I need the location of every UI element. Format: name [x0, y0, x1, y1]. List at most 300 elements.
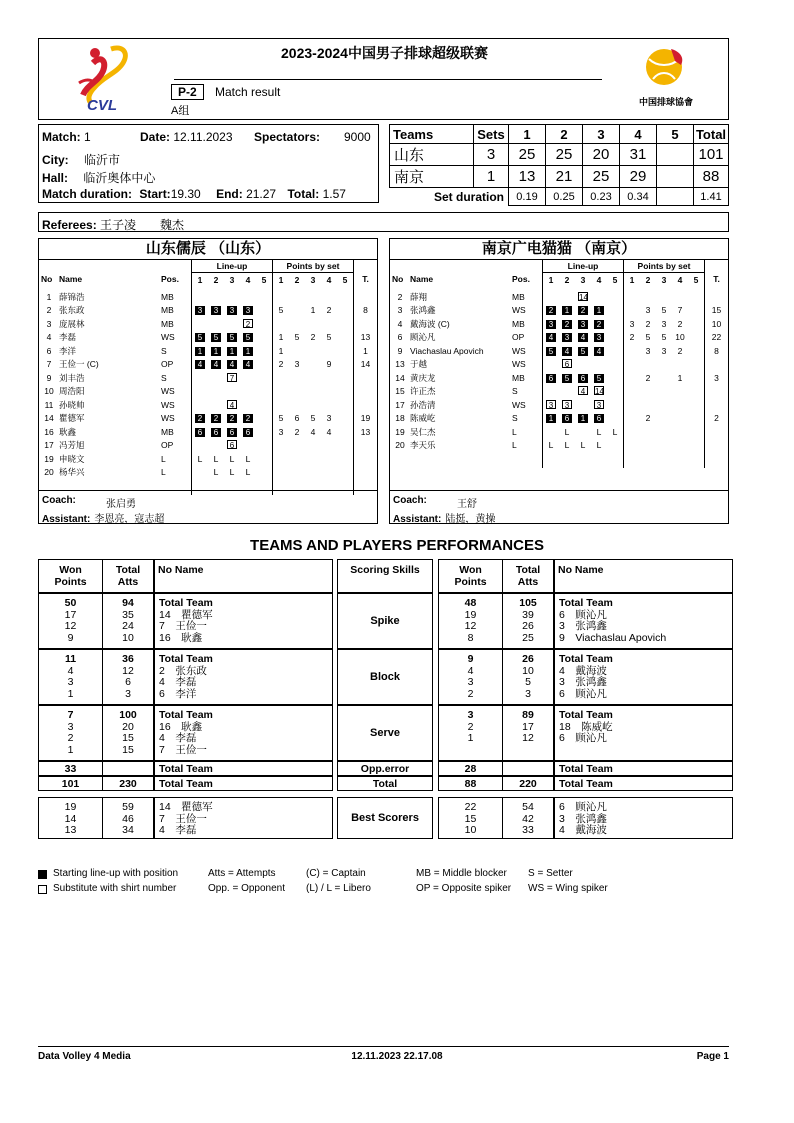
- total-atts-cell: [102, 593, 154, 649]
- set-points-cell: 2: [645, 318, 651, 329]
- assistant-label: Assistant:: [42, 514, 91, 525]
- player-names: [159, 654, 213, 700]
- duration-label: Match duration:: [42, 187, 132, 201]
- won-points-line: 7: [67, 709, 74, 721]
- team-a-title: 山东儒辰 （山东）: [39, 239, 377, 260]
- set-points-cell: [688, 398, 705, 412]
- lineup-cell: [256, 317, 273, 331]
- points-set-header: 3: [310, 274, 316, 285]
- performances-title: TEAMS AND PLAYERS PERFORMANCES: [250, 537, 544, 554]
- set-points-cell: [337, 466, 354, 480]
- won-points-line: 3: [67, 676, 74, 688]
- points-set-header: 5: [693, 274, 699, 285]
- skill-label: Block: [370, 671, 400, 683]
- set-points-cell: [273, 317, 290, 331]
- set-points-cell: 9: [326, 359, 332, 370]
- points-by-set-header: Points by set: [624, 259, 705, 273]
- best-scorers-cell: [337, 797, 433, 839]
- set-points-cell: 5: [661, 332, 667, 343]
- player-names-line: 4 李磊: [159, 676, 197, 688]
- opp-error-name: [554, 761, 733, 776]
- best-won-line: 19: [64, 801, 77, 813]
- lineup-header: Line-up: [543, 259, 624, 273]
- team-a-assistant: 李恩亮，寇志超: [94, 514, 165, 525]
- lineup-cell: [208, 358, 224, 372]
- player-name: 刘丰浩: [59, 372, 85, 383]
- set-points-cell: [321, 398, 337, 412]
- lineup-cell: [575, 439, 591, 453]
- set-points-cell: [321, 371, 337, 385]
- best-won: [439, 802, 502, 837]
- team-b-title: 南京广电猫猫 （南京）: [390, 239, 728, 260]
- player-total-points: 8: [705, 344, 729, 358]
- points-set-header: 1: [273, 273, 290, 287]
- score-row-home: [390, 144, 729, 166]
- set-points-cell: [688, 331, 705, 345]
- total-name: [554, 776, 733, 791]
- lineup-cell: [224, 331, 240, 345]
- set-points-cell: [688, 344, 705, 358]
- lineup-cell: [256, 466, 273, 480]
- score-sets-won: 3: [474, 144, 509, 166]
- best-atts-line: 59: [122, 801, 134, 813]
- set-points-cell: 2: [273, 358, 290, 372]
- player-number: 19: [44, 453, 54, 464]
- hall-value: 临沂奥体中心: [83, 171, 156, 185]
- set-points-cell: [289, 398, 305, 412]
- roster-header-columns: [39, 273, 377, 287]
- player-number: 6: [46, 345, 52, 356]
- best-scorers-label: Best Scorers: [351, 812, 419, 824]
- start-time: 19.30: [170, 187, 201, 201]
- starting-position-badge: 2: [578, 306, 588, 315]
- player-row: [39, 385, 377, 399]
- set-points-cell: [337, 358, 354, 372]
- no-name-header: [154, 559, 333, 593]
- substitute-number-badge: 4: [578, 386, 588, 395]
- set-points-cell: [337, 452, 354, 466]
- lineup-cell: [208, 452, 224, 466]
- best-atts-line: 46: [122, 812, 134, 825]
- set-points-cell: [321, 290, 337, 304]
- best-names-line: 4 李磊: [159, 824, 197, 836]
- total-atts: [103, 654, 153, 700]
- won-points-line: 50: [64, 597, 77, 609]
- scoring-skills-header-text: Scoring Skills: [350, 564, 420, 576]
- set-points-cell: 2: [310, 332, 316, 343]
- player-position: WS: [161, 413, 175, 424]
- lineup-cell: [224, 385, 240, 399]
- starting-position-badge: 2: [211, 414, 221, 423]
- starting-position-badge: 1: [195, 347, 205, 356]
- set-points-cell: [624, 385, 641, 399]
- points-set-header: 4: [677, 274, 683, 285]
- best-names-line: 6 顾沁凡: [559, 801, 607, 813]
- lineup-cell: [575, 398, 591, 412]
- score-set-points: 20: [583, 144, 620, 166]
- set-points-cell: 3: [645, 345, 651, 356]
- won-points-line: 3: [67, 720, 74, 733]
- player-name: 李磊: [59, 332, 77, 343]
- legend-ws: WS = Wing spiker: [528, 883, 608, 894]
- player-names-line: 18 陈威屹: [559, 720, 613, 733]
- filled-square-icon: [38, 870, 47, 879]
- legend-libero: (L) / L = Libero: [306, 883, 371, 894]
- coach-label: Coach:: [42, 495, 76, 506]
- player-number: 2: [46, 305, 52, 316]
- player-names-line: 6 顾沁凡: [559, 608, 607, 621]
- lineup-cell: [256, 344, 273, 358]
- player-total-points: [354, 290, 378, 304]
- won-points-line: 1: [467, 732, 474, 744]
- lineup-set-header: 3: [229, 274, 235, 285]
- player-number: 3: [46, 318, 52, 329]
- set-points-cell: 3: [294, 359, 300, 370]
- best-names-line: 3 张鸿鑫: [559, 812, 607, 825]
- lineup-cell: [256, 371, 273, 385]
- opp-error-atts: [102, 761, 154, 776]
- player-number: 14: [395, 372, 405, 383]
- legend-starting: Starting line-up with position: [53, 868, 179, 879]
- lineup-cell: [543, 398, 560, 412]
- lineup-cell: [224, 371, 240, 385]
- player-number: 15: [395, 386, 405, 397]
- lineup-cell: [543, 304, 560, 318]
- points-set-header: 1: [624, 273, 641, 287]
- lineup-cell: [192, 385, 209, 399]
- player-total-points: [705, 358, 729, 372]
- total-atts-line: 3: [525, 687, 531, 700]
- total-atts-line: 17: [522, 720, 534, 733]
- lineup-cell: [591, 385, 607, 399]
- lineup-cell: [543, 371, 560, 385]
- score-header-sets: Sets: [474, 125, 509, 144]
- set-points-cell: [321, 439, 337, 453]
- opp-error-points-text: 33: [64, 763, 77, 775]
- set-points-cell: [672, 425, 688, 439]
- lineup-cell: [208, 385, 224, 399]
- total-atts-line: 15: [122, 743, 134, 756]
- lineup-cell: [575, 425, 591, 439]
- lineup-cell: [240, 439, 256, 453]
- lineup-cell: [543, 344, 560, 358]
- best-names-line: 4 戴海波: [559, 824, 607, 836]
- player-name: 薛翔: [410, 291, 428, 302]
- set-points-cell: [273, 466, 290, 480]
- lineup-cell: [256, 304, 273, 318]
- set-points-cell: 3: [661, 318, 667, 329]
- roster-filler-cell: [192, 479, 273, 495]
- lineup-cell: [559, 331, 575, 345]
- best-names: [559, 802, 607, 837]
- player-names-line: 16 耿鑫: [159, 631, 203, 644]
- lineup-cell: [575, 344, 591, 358]
- score-set-points: 31: [620, 144, 657, 166]
- player-row: [39, 344, 377, 358]
- skill-label: Serve: [370, 727, 400, 739]
- player-total-points: [354, 385, 378, 399]
- score-header-set4: 4: [620, 125, 657, 144]
- lineup-cell: [559, 344, 575, 358]
- player-name: 李天乐: [410, 440, 436, 451]
- player-number: 4: [397, 318, 403, 329]
- set-points-cell: 5: [645, 332, 651, 343]
- lineup-cell: [208, 317, 224, 331]
- hall-row: [42, 169, 155, 186]
- report-type: Match result: [215, 85, 281, 99]
- starting-position-badge: 2: [562, 320, 572, 329]
- set-points-cell: 5: [273, 304, 290, 318]
- player-total-points: [705, 398, 729, 412]
- lineup-cell: [192, 452, 209, 466]
- player-names: [559, 598, 666, 644]
- total-name-text: Total Team: [559, 778, 613, 790]
- player-number: 2: [397, 291, 403, 302]
- set-points-cell: [640, 425, 656, 439]
- lineup-cell: [559, 425, 575, 439]
- libero-mark: L: [580, 440, 586, 451]
- roster-header-groups: [390, 259, 728, 273]
- lineup-cell: [192, 317, 209, 331]
- best-atts-cell: [502, 797, 554, 839]
- lineup-cell: [591, 344, 607, 358]
- lineup-cell: [607, 385, 624, 399]
- set-duration-label: Set duration: [390, 188, 509, 206]
- starting-position-badge: 4: [211, 360, 221, 369]
- set-points-cell: [337, 304, 354, 318]
- won-points-header-text: Won Points: [454, 564, 487, 588]
- won-points-line: 3: [467, 709, 474, 721]
- won-points-line: 48: [464, 597, 477, 609]
- total-label: [337, 776, 433, 791]
- lineup-cell: [559, 317, 575, 331]
- player-row: [39, 412, 377, 426]
- total-atts-cell: [102, 705, 154, 761]
- starting-position-badge: 1: [227, 347, 237, 356]
- set-points-cell: [305, 452, 321, 466]
- substitute-number-badge: 14: [595, 387, 604, 397]
- player-names-line: 4 李磊: [159, 732, 197, 744]
- total-atts-line: 105: [519, 597, 537, 609]
- starting-position-badge: 2: [195, 414, 205, 423]
- player-name: 杨华兴: [59, 467, 85, 478]
- starting-position-badge: 1: [243, 347, 253, 356]
- best-names-cell: [554, 797, 733, 839]
- starting-position-badge: 4: [562, 347, 572, 356]
- set-points-cell: [305, 439, 321, 453]
- team-a-box: [38, 238, 378, 524]
- lineup-cell: [559, 398, 575, 412]
- lineup-cell: [208, 439, 224, 453]
- lineup-cell: [208, 466, 224, 480]
- player-row: [390, 425, 728, 439]
- won-points-cell: [38, 649, 103, 705]
- total-label: Total:: [287, 187, 320, 201]
- total-atts-cell: [502, 705, 554, 761]
- set-points-cell: 7: [677, 305, 683, 316]
- set-points-cell: 5: [661, 305, 667, 316]
- starting-position-badge: 4: [594, 347, 604, 356]
- score-set-points: 29: [620, 166, 657, 188]
- lineup-cell: [224, 344, 240, 358]
- set-points-cell: 3: [645, 305, 651, 316]
- lineup-set-header: 2: [213, 274, 219, 285]
- libero-mark: L: [612, 426, 618, 437]
- player-row: [390, 439, 728, 453]
- set-points-cell: [656, 439, 672, 453]
- set-points-cell: [624, 398, 641, 412]
- player-name: 孙晓帅: [59, 399, 85, 410]
- lineup-cell: [224, 439, 240, 453]
- libero-mark: L: [245, 453, 251, 464]
- set-points-cell: 1: [273, 331, 290, 345]
- lineup-cell: [256, 452, 273, 466]
- roster-filler-cell: [390, 452, 543, 468]
- player-row: [39, 425, 377, 439]
- player-names: [559, 710, 613, 745]
- won-points-line: 2: [467, 687, 474, 700]
- roster-header-columns: [390, 273, 728, 287]
- set-points-cell: [337, 344, 354, 358]
- lineup-cell: [240, 358, 256, 372]
- roster-header-spacer: [354, 259, 378, 273]
- lineup-cell: [192, 425, 209, 439]
- player-position: L: [512, 440, 517, 451]
- skill-cell: [337, 705, 433, 761]
- set-points-cell: [305, 290, 321, 304]
- player-position: MB: [512, 318, 525, 329]
- player-position: MB: [161, 318, 174, 329]
- lineup-cell: [591, 358, 607, 372]
- won-points: [439, 710, 502, 745]
- player-number: 20: [395, 440, 405, 451]
- total-atts-line: 26: [522, 620, 534, 632]
- player-position: WS: [161, 386, 175, 397]
- best-won-cell: [38, 797, 103, 839]
- points-set-header: 5: [342, 274, 348, 285]
- lineup-cell: [607, 398, 624, 412]
- best-atts-line: 34: [122, 824, 134, 836]
- total-atts-line: 12: [522, 732, 534, 744]
- score-set-points: 21: [546, 166, 583, 188]
- lineup-cell: [208, 331, 224, 345]
- player-position: S: [512, 386, 518, 397]
- player-names: [159, 710, 213, 756]
- header-box: [38, 38, 729, 120]
- set-points-cell: 1: [273, 344, 290, 358]
- roster-filler-cell: [354, 479, 378, 495]
- team-b-assistant: 陆挺，黄操: [445, 514, 496, 525]
- player-row: [390, 358, 728, 372]
- lineup-cell: [543, 425, 560, 439]
- player-row: [390, 344, 728, 358]
- set-points-cell: 2: [645, 413, 651, 424]
- player-name: 张东政: [59, 305, 85, 316]
- starting-position-badge: 6: [211, 428, 221, 437]
- set-points-cell: [624, 425, 641, 439]
- total-atts: [503, 710, 553, 745]
- starting-position-badge: 5: [546, 347, 556, 356]
- lineup-cell: [575, 385, 591, 399]
- lineup-cell: [192, 304, 209, 318]
- player-names-cell: [154, 649, 333, 705]
- empty-square-icon: [38, 885, 47, 894]
- set-points-cell: [688, 290, 705, 304]
- set-points-cell: [672, 412, 688, 426]
- set-points-cell: [305, 371, 321, 385]
- won-points: [39, 710, 102, 756]
- starting-position-badge: 5: [211, 333, 221, 342]
- date-label: Date:: [140, 130, 171, 144]
- city-label: City:: [42, 153, 69, 167]
- player-position: L: [161, 453, 166, 464]
- total-atts-line: 10: [122, 631, 134, 644]
- set-points-cell: [688, 385, 705, 399]
- lineup-cell: [591, 304, 607, 318]
- starting-position-badge: 1: [594, 306, 604, 315]
- set-points-cell: [624, 371, 641, 385]
- set-points-cell: [321, 317, 337, 331]
- won-points-line: 4: [467, 664, 474, 677]
- referees-names: 王子凌 魏杰: [100, 218, 185, 232]
- won-points-line: 9: [67, 631, 74, 644]
- player-number: 13: [395, 359, 405, 370]
- set-duration: 0.23: [583, 188, 620, 206]
- set-duration: 0.34: [620, 188, 657, 206]
- points-set-header: 3: [661, 274, 667, 285]
- lineup-cell: [256, 412, 273, 426]
- total-points: [38, 776, 103, 791]
- player-name: 薛锦浩: [59, 291, 85, 302]
- team-b-roster: [390, 259, 728, 468]
- player-row: [39, 439, 377, 453]
- lineup-cell: [208, 304, 224, 318]
- player-row: [390, 398, 728, 412]
- lineup-cell: [208, 398, 224, 412]
- player-number: 10: [44, 386, 54, 397]
- player-row: [390, 412, 728, 426]
- player-number: 14: [44, 413, 54, 424]
- score-set-points: [657, 166, 694, 188]
- set-points-cell: [688, 317, 705, 331]
- starting-position-badge: 2: [594, 320, 604, 329]
- starting-position-badge: 4: [195, 360, 205, 369]
- score-sets-won: 1: [474, 166, 509, 188]
- player-position: S: [512, 413, 518, 424]
- set-points-cell: 4: [310, 426, 316, 437]
- lineup-cell: [240, 344, 256, 358]
- lineup-set-header: 1: [192, 273, 209, 287]
- total-atts-sum: [502, 776, 554, 791]
- city-row: [42, 151, 120, 168]
- total-atts-sum-text: 230: [119, 778, 137, 790]
- won-points-line: 19: [464, 608, 477, 621]
- player-total-points: 8: [354, 304, 378, 318]
- score-row-away: [390, 166, 729, 188]
- score-header-set5: 5: [657, 125, 694, 144]
- lineup-cell: [224, 412, 240, 426]
- set-points-cell: [305, 466, 321, 480]
- starting-position-badge: 5: [227, 333, 237, 342]
- libero-mark: L: [213, 467, 219, 478]
- lineup-cell: [543, 412, 560, 426]
- total-atts-line: 89: [522, 709, 534, 721]
- set-points-cell: 10: [675, 332, 685, 343]
- total-atts-sum-text: 220: [519, 778, 537, 790]
- set-points-cell: [624, 412, 641, 426]
- lineup-cell: [256, 290, 273, 304]
- points-set-header: 2: [645, 274, 651, 285]
